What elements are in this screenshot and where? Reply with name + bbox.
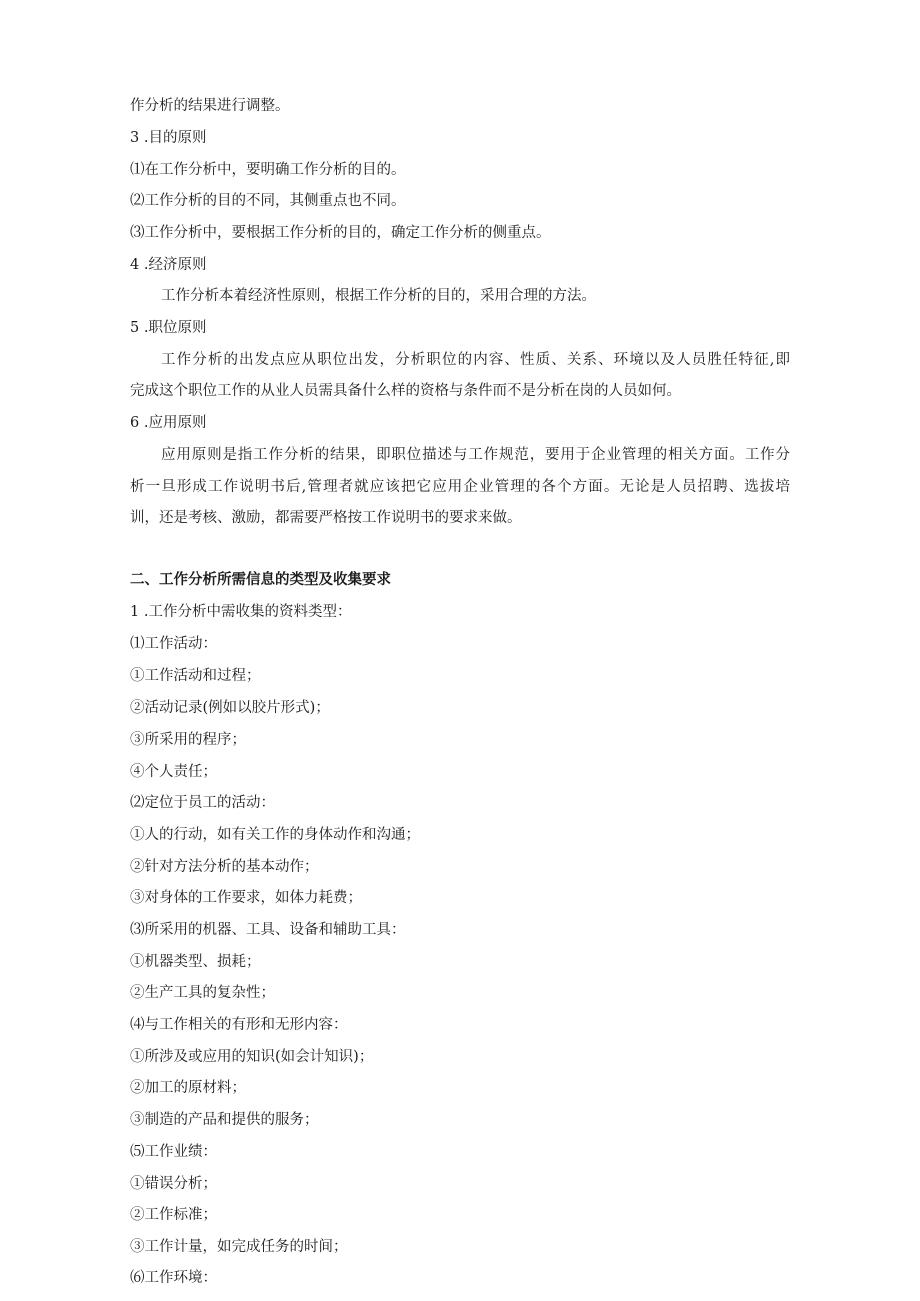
list-item: ⑹工作环境：	[130, 1270, 217, 1286]
list-item: ③所采用的程序；	[130, 732, 246, 748]
list-item: ①错误分析；	[130, 1176, 217, 1192]
list-item: ⑴在工作分析中，要明确工作分析的目的。	[130, 162, 406, 178]
list-item: ③工作计量，如完成任务的时间；	[130, 1239, 348, 1255]
section-heading: 4 .经济原则	[130, 257, 207, 273]
section-heading: 3 .目的原则	[130, 130, 207, 146]
list-item: ①所涉及或应用的知识(如会计知识)；	[130, 1049, 374, 1065]
section-heading: 6 .应用原则	[130, 415, 207, 431]
list-item: ⑶工作分析中，要根据工作分析的目的，确定工作分析的侧重点。	[130, 225, 551, 241]
paragraph-line: 工作分析的出发点应从职位出发，分析职位的内容、性质、关系、环境以及人员胜任特征,即	[161, 352, 790, 368]
list-item: ③对身体的工作要求，如体力耗费；	[130, 890, 362, 906]
paragraph-line: 训，还是考核、激励，都需要严格按工作说明书的要求来做。	[130, 510, 522, 526]
text-line: 作分析的结果进行调整。	[130, 98, 290, 114]
list-item: ⑷与工作相关的有形和无形内容：	[130, 1017, 348, 1033]
list-item: ②生产工具的复杂性；	[130, 985, 275, 1001]
list-item: ②活动记录(例如以胶片形式)；	[130, 700, 330, 716]
list-item: ⑵定位于员工的活动：	[130, 795, 275, 811]
list-item: ①机器类型、损耗；	[130, 954, 261, 970]
paragraph-line: 应用原则是指工作分析的结果，即职位描述与工作规范，要用于企业管理的相关方面。工作分	[161, 447, 790, 463]
list-item: ⑴工作活动：	[130, 636, 217, 652]
chapter-heading: 二、工作分析所需信息的类型及收集要求	[130, 572, 391, 588]
paragraph-line: 工作分析本着经济性原则，根据工作分析的目的，采用合理的方法。	[161, 288, 596, 304]
list-item: ⑶所采用的机器、工具、设备和辅助工具：	[130, 922, 406, 938]
list-item: ③制造的产品和提供的服务；	[130, 1112, 319, 1128]
list-item: ⑸工作业绩：	[130, 1144, 217, 1160]
section-heading: 1 .工作分析中需收集的资料类型：	[130, 604, 352, 620]
section-heading: 5 .职位原则	[130, 320, 207, 336]
list-item: ⑵工作分析的目的不同，其侧重点也不同。	[130, 193, 406, 209]
paragraph-line: 完成这个职位工作的从业人员需具备什么样的资格与条件而不是分析在岗的人员如何。	[130, 383, 681, 399]
list-item: ②针对方法分析的基本动作；	[130, 859, 319, 875]
paragraph-line: 析一旦形成工作说明书后,管理者就应该把它应用企业管理的各个方面。无论是人员招聘、选拔培	[130, 479, 790, 495]
list-item: ②加工的原材料；	[130, 1080, 246, 1096]
list-item: ①工作活动和过程；	[130, 668, 261, 684]
list-item: ④个人责任；	[130, 764, 217, 780]
list-item: ②工作标准；	[130, 1207, 217, 1223]
list-item: ①人的行动，如有关工作的身体动作和沟通；	[130, 827, 420, 843]
